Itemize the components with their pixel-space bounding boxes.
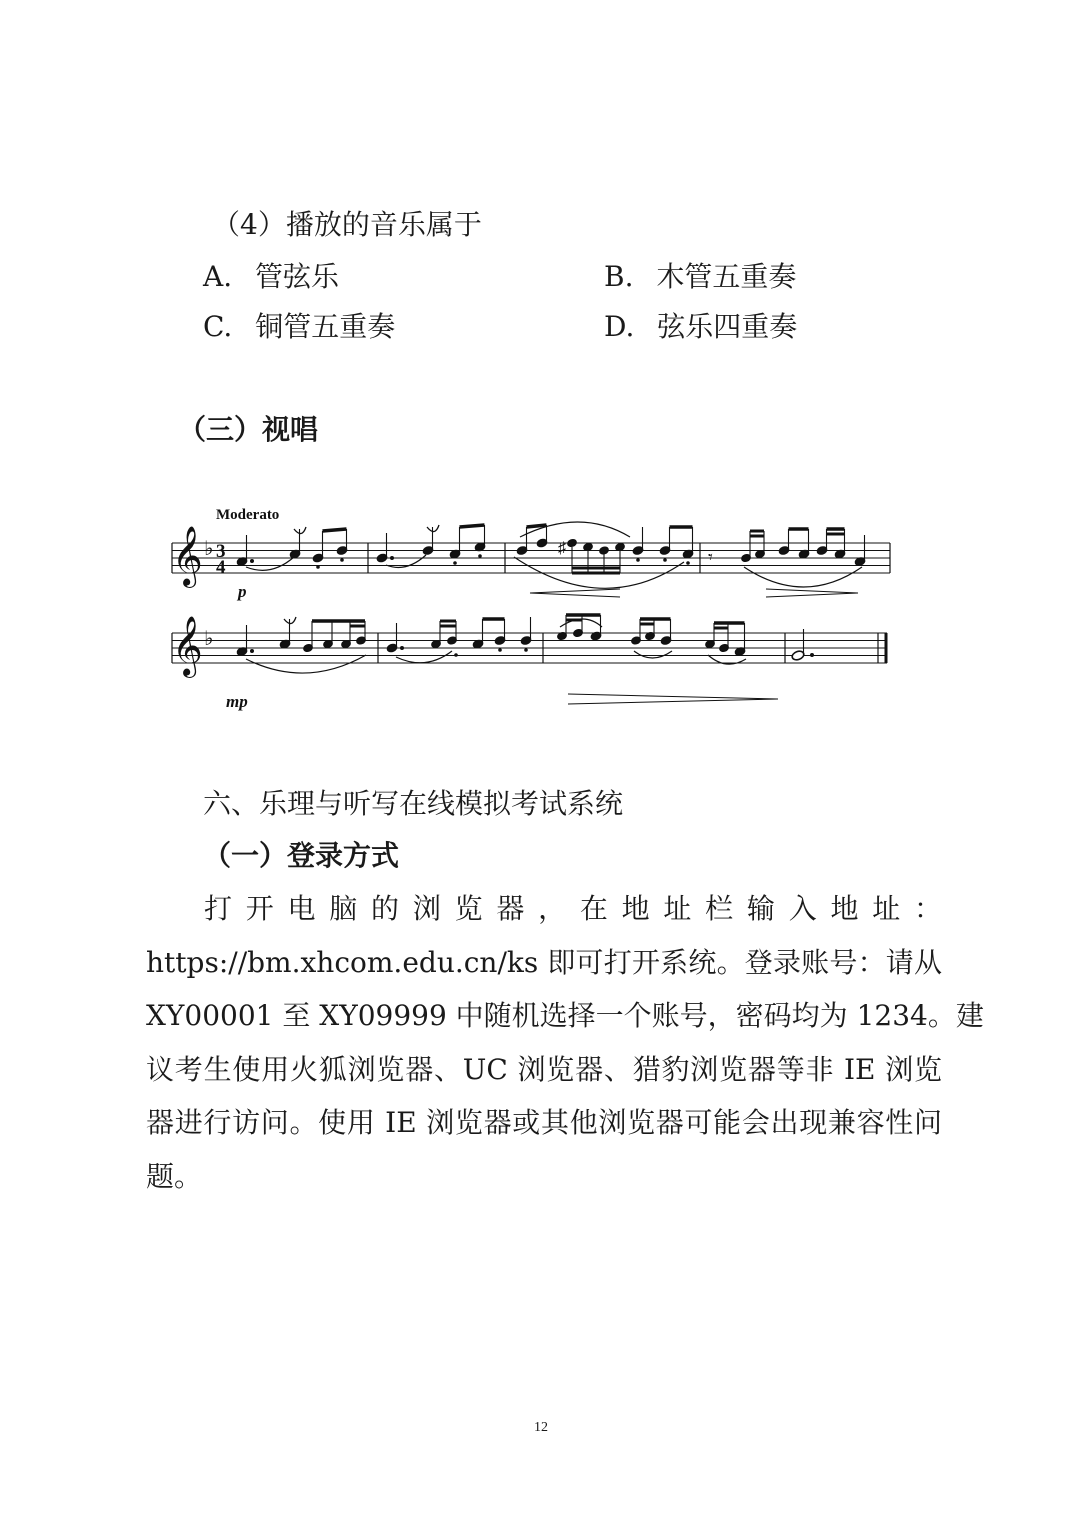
option-letter: A. (203, 260, 233, 293)
paragraph-line: XY00001 至 XY09999 中随机选择一个账号，密码均为 1234。建 (146, 999, 984, 1032)
treble-clef-icon: 𝄞 (172, 618, 203, 675)
option-text: 铜管五重奏 (255, 310, 396, 343)
sharp-icon: ♯ (558, 540, 566, 557)
measure-1 (236, 527, 348, 570)
flat-icon: ♭ (204, 628, 214, 650)
option-letter: C. (203, 310, 233, 343)
page-number: 12 (534, 1420, 548, 1435)
question-stem: （4）播放的音乐属于 (212, 208, 482, 241)
measure-2 (376, 525, 486, 567)
measure-5 (236, 617, 366, 673)
time-signature-bottom: 4 (216, 557, 226, 578)
sub-heading-login: （一）登录方式 (203, 839, 400, 872)
measure-8 (791, 629, 814, 661)
measure-7 (557, 615, 746, 664)
option-letter: B. (604, 260, 634, 293)
section-heading-sight-singing: （三）视唱 (178, 413, 319, 446)
login-instructions (146, 882, 984, 1203)
decrescendo-hairpin (568, 694, 778, 704)
paragraph-line: 打开电脑的浏览器，在地址栏输入地址： (204, 892, 942, 925)
paragraph-line: 题。 (146, 1159, 203, 1193)
treble-clef-icon: 𝄞 (172, 528, 203, 585)
option-text: 弦乐四重奏 (657, 310, 798, 343)
paragraph-line: 议考生使用火狐浏览器、UC 浏览器、猎豹浏览器等非 IE 浏览 (146, 1052, 942, 1086)
paragraph-line: https://bm.xhcom.edu.cn/ks 即可打开系统。登录账号：请从 (146, 945, 942, 979)
measure-3 (514, 522, 694, 588)
paragraph-line: 器进行访问。使用 IE 浏览器或其他浏览器可能会出现兼容性问 (146, 1106, 942, 1139)
decrescendo-hairpin (766, 589, 858, 597)
tempo-marking: Moderato (216, 507, 280, 523)
option-a (203, 255, 339, 295)
option-b (604, 255, 796, 295)
option-text: 木管五重奏 (656, 260, 797, 293)
option-letter: D. (604, 310, 635, 343)
option-c (203, 305, 395, 345)
dynamic-marking: mp (226, 692, 248, 711)
eighth-rest-icon: 𝄾 (708, 547, 713, 567)
dynamic-marking: p (238, 582, 247, 601)
flat-icon: ♭ (204, 538, 214, 560)
option-text: 管弦乐 (255, 260, 340, 293)
crescendo-hairpin (530, 589, 620, 597)
time-signature-top: 3 (216, 541, 226, 562)
music-score (160, 495, 900, 725)
section-heading-6: 六、乐理与听写在线模拟考试系统 (203, 787, 624, 820)
option-d (604, 305, 797, 345)
